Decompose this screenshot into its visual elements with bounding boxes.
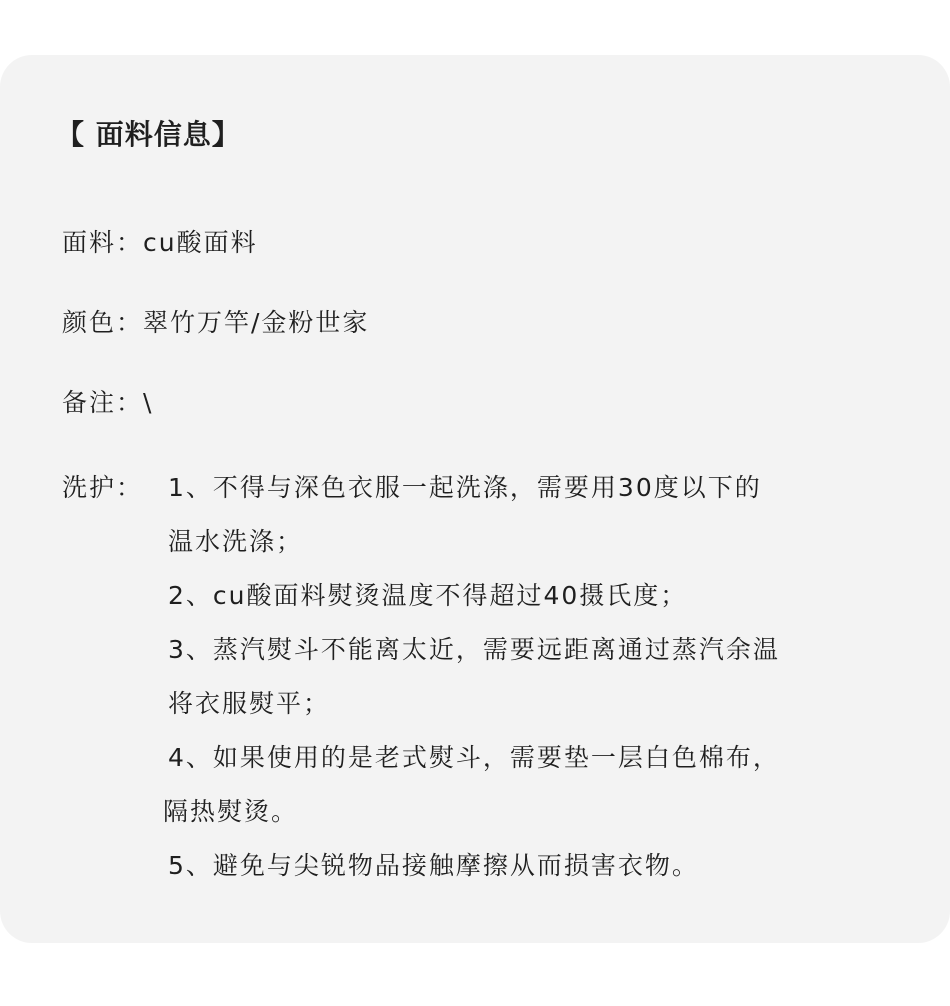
care-line: 4、如果使用的是老式熨斗，需要垫一层白色棉布， [168, 743, 780, 772]
care-label: 洗护： [62, 473, 144, 502]
note-field: 备注：\ [62, 388, 154, 417]
fabric-field: 面料：cu酸面料 [62, 228, 258, 257]
care-line: 2、cu酸面料熨烫温度不得超过40摄氏度； [168, 581, 688, 610]
care-instructions [0, 55, 950, 943]
care-line: 隔热熨烫。 [163, 797, 299, 826]
section-title: 【 面料信息】 [56, 118, 241, 151]
fabric-info-card [0, 55, 950, 943]
care-line: 3、蒸汽熨斗不能离太近，需要远距离通过蒸汽余温 [168, 635, 780, 664]
color-field: 颜色：翠竹万竿/金粉世家 [62, 308, 370, 337]
care-line: 5、避免与尖锐物品接触摩擦从而损害衣物。 [168, 851, 699, 880]
care-line: 1、不得与深色衣服一起洗涤，需要用30度以下的 [168, 473, 762, 502]
care-line: 将衣服熨平； [168, 689, 331, 718]
care-line: 温水洗涤； [168, 527, 304, 556]
